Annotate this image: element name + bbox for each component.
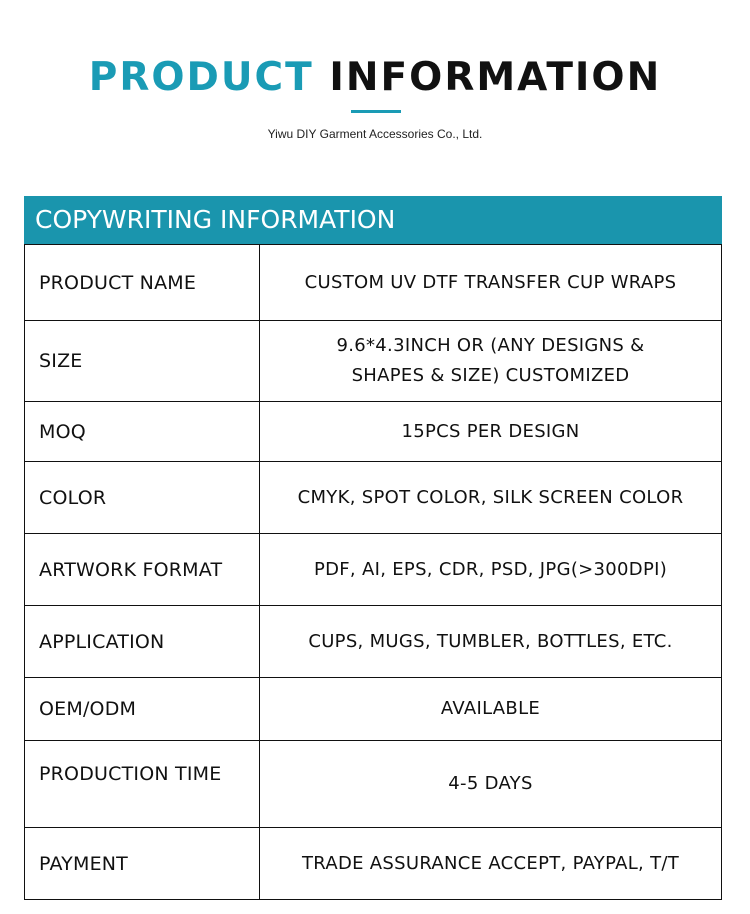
row-label: PAYMENT (25, 828, 260, 900)
row-value (260, 678, 722, 741)
page-header (0, 0, 750, 190)
row-value (260, 245, 722, 321)
row-value-text: CUSTOM UV DTF TRANSFER CUP WRAPS (304, 271, 677, 293)
row-label: COLOR (25, 462, 260, 534)
product-info-table (24, 196, 722, 900)
row-label: PRODUCTION TIME (25, 741, 260, 828)
table-row (25, 321, 722, 402)
title-underline-divider (351, 110, 401, 113)
table-row (25, 678, 722, 741)
row-value (260, 462, 722, 534)
row-label: PRODUCT NAME (25, 245, 260, 321)
row-value-text-line2: SHAPES & SIZE) CUSTOMIZED (351, 365, 630, 386)
table-row (25, 741, 722, 828)
row-value-text: CMYK, SPOT COLOR, SILK SCREEN COLOR (297, 486, 684, 508)
row-value (260, 402, 722, 462)
row-value-text: PDF, AI, EPS, CDR, PSD, JPG(>300DPI) (313, 558, 668, 580)
row-value (260, 321, 722, 402)
table-row (25, 245, 722, 321)
row-label: ARTWORK FORMAT (25, 534, 260, 606)
row-value (260, 741, 722, 828)
table-section-title: COPYWRITING INFORMATION (24, 196, 722, 244)
row-value-text: TRADE ASSURANCE ACCEPT, PAYPAL, T/T (301, 852, 680, 874)
table-row (25, 534, 722, 606)
company-name: Yiwu DIY Garment Accessories Co., Ltd. (267, 127, 483, 141)
row-value-text: 15PCS PER DESIGN (401, 420, 580, 442)
row-value (260, 606, 722, 678)
row-label: MOQ (25, 402, 260, 462)
row-label: SIZE (25, 321, 260, 402)
row-label: APPLICATION (25, 606, 260, 678)
row-label: OEM/ODM (25, 678, 260, 741)
row-value-text: CUPS, MUGS, TUMBLER, BOTTLES, ETC. (308, 630, 673, 652)
table-row (25, 462, 722, 534)
row-value (260, 534, 722, 606)
title-part-product: PRODUCT (88, 55, 314, 100)
row-value-text: 9.6*4.3INCH OR (ANY DESIGNS & (336, 335, 645, 356)
row-value-text: AVAILABLE (440, 698, 541, 719)
table-row (25, 828, 722, 900)
table-row (25, 402, 722, 462)
info-grid (24, 244, 722, 900)
page-title (0, 56, 750, 100)
row-value-text: 4-5 DAYS (448, 773, 533, 794)
table-row (25, 606, 722, 678)
row-value (260, 828, 722, 900)
title-part-information: INFORMATION (329, 55, 662, 100)
